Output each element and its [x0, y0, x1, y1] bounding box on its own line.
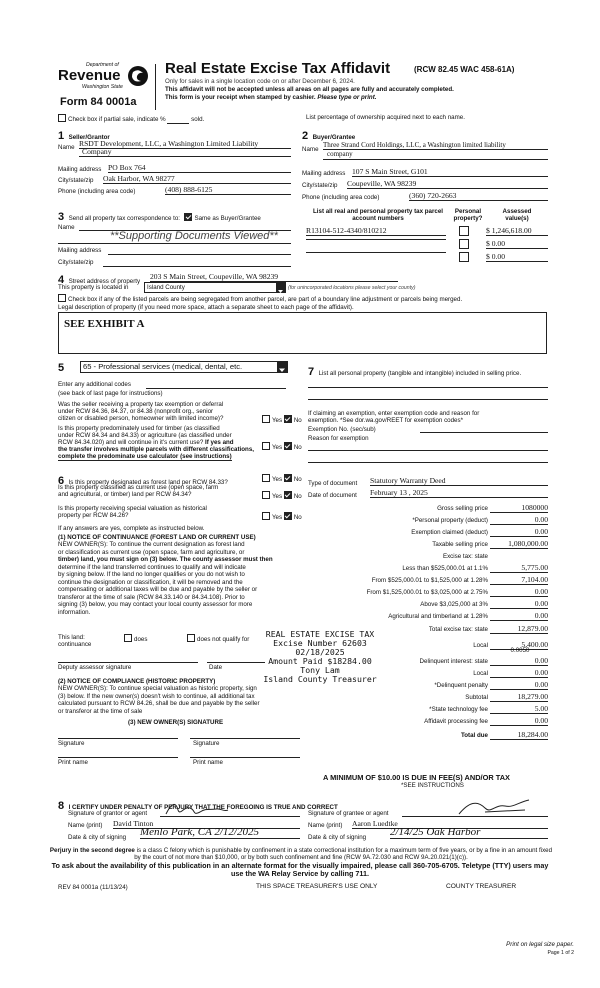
grantor-date-city-label: Date & city of signing [68, 834, 127, 841]
assessed-value-2[interactable]: $ 0.00 [486, 239, 548, 249]
grantee-date-city-label: Date & city of signing [308, 834, 367, 841]
calc-value[interactable]: 18,279.00 [490, 692, 548, 702]
calc-label: Gross selling price [437, 505, 488, 512]
calc-label: *Delinquent penalty [434, 682, 488, 689]
calc-label: Local [473, 670, 488, 677]
parcel-col-header: List all real and personal property tax parcel account numbers [313, 208, 443, 223]
owner-print-name-label-2: Print name [193, 759, 223, 766]
segregation-checkbox[interactable] [58, 294, 66, 302]
segregation-label: Check box if any of the listed parcels are being segregated from another parcel, are part of a boundary line adjustment or parcels being merged. [68, 296, 463, 303]
buyer-phone-label: Phone (including area code) [302, 194, 380, 201]
calc-value[interactable]: 18,284.00 [490, 730, 548, 740]
local-rate: 0.0050 [510, 647, 530, 654]
calc-label: Delinquent interest: state [419, 658, 488, 665]
seller-name-label: Name [58, 144, 75, 151]
no-label: No [293, 417, 302, 424]
no-label: No [293, 444, 302, 451]
grantee-date-city-field[interactable]: 2/14/25 Oak Harbor [390, 826, 548, 839]
subtitle-2: This affidavit will not be accepted unless all areas on all pages are fully and accurately completed. [165, 86, 454, 93]
owner-signature-label-2: Signature [193, 740, 220, 747]
buyer-phone-field[interactable]: (360) 720-2663 [409, 191, 548, 201]
timber-q-1: Is this property predominately used for timber (as classified [58, 425, 220, 432]
supporting-docs-stamp: **Supporting Documents Viewed** [110, 230, 278, 242]
county-select[interactable] [144, 282, 286, 293]
timber-no-checkbox[interactable] [284, 442, 292, 450]
calc-value[interactable]: 5,400.00 [490, 640, 548, 650]
timber-q-4: If yes and [205, 439, 234, 446]
new-owner-signature-title: (3) NEW OWNER(S) SIGNATURE [128, 719, 224, 726]
calc-label: Subtotal [465, 694, 488, 701]
seller-city-field[interactable]: Oak Harbor, WA 98277 [103, 174, 291, 184]
forest-no-checkbox[interactable] [284, 474, 292, 482]
seller-header: 1 Seller/Grantor [58, 130, 110, 142]
stamp-line-1: REAL ESTATE EXCISE TAX [265, 629, 375, 639]
partial-sale-label: Check box if partial sale, indicate % [68, 116, 166, 123]
doc-date-field[interactable]: February 13 , 2025 [370, 488, 548, 498]
timber-q-5: the transfer involves multiple parcels with different classifications, [58, 446, 254, 453]
yes-label: Yes [272, 444, 283, 451]
stamp-line-4: Amount Paid $18284.00 [268, 656, 372, 666]
stamp-line-6: Island County Treasurer [263, 674, 377, 684]
calc-label: Taxable selling price [432, 541, 488, 548]
buyer-name-line2: company [327, 150, 353, 158]
seller-city-label: City/state/zip [58, 177, 94, 184]
calc-value[interactable]: 0.00 [490, 527, 548, 537]
grantee-signature[interactable] [455, 796, 535, 820]
county-treasurer-label: COUNTY TREASURER [446, 883, 517, 890]
buyer-city-field[interactable]: Coupeville, WA 98239 [347, 179, 548, 189]
sec8-header: 8 I CERTIFY UNDER PENALTY OF PERJURY THAT THE FOREGOING IS TRUE AND CORRECT [58, 800, 338, 812]
county-value: Island County [147, 284, 185, 291]
personal-property-checkbox-1[interactable] [459, 226, 469, 236]
sec3-header: 3 Send all property tax correspondence to: Same as Buyer/Grantee [58, 211, 261, 223]
legal-size-note: Print on legal size paper. [506, 941, 574, 948]
no-label: No [293, 514, 302, 521]
subtitle-3a: This form is your receipt when stamped by cashier. [165, 94, 316, 101]
current-use-no-checkbox[interactable] [284, 491, 292, 499]
exemption-no-checkbox[interactable] [284, 415, 292, 423]
grantor-signature[interactable] [162, 800, 232, 818]
accessibility-notice: To ask about the availability of this publication in an alternate format for the visually impaired, please call 360-705-6705. Teletype (TTY) users may use the WA Relay Service by calling 711. [51, 861, 549, 878]
dor-logo [56, 62, 156, 110]
sec4-header: 4 Street address of property [58, 274, 141, 286]
buyer-mailing-label: Mailing address [302, 170, 346, 177]
calc-label: *State technology fee [429, 706, 488, 713]
rcw-reference: (RCW 82.45 WAC 458-61A) [414, 65, 515, 74]
calc-label: *Personal property (deduct) [412, 517, 488, 524]
stamp-line-3: 02/18/2025 [295, 647, 345, 657]
current-use-q-1: Is this property classified as current use (open space, farm [58, 484, 219, 491]
located-label: This property is located in [58, 284, 129, 291]
page-number: Page 1 of 2 [547, 950, 574, 956]
sec7-header: 7 List all personal property (tangible and intangible) included in selling price. [308, 366, 522, 378]
grantor-name-label: Name (print) [68, 822, 103, 829]
calc-value[interactable]: 0.00 [490, 668, 548, 678]
exemption-yes-checkbox[interactable] [262, 415, 270, 423]
calc-label: Exemption claimed (deduct) [411, 529, 488, 536]
parcel-number-2[interactable] [306, 239, 446, 240]
notice-continuance-title: (1) NOTICE OF CONTINUANCE (FOREST LAND OR CURRENT USE) [58, 534, 256, 541]
does-not-label: does not qualify for [197, 636, 250, 643]
grantee-name-field[interactable]: Aaron Luedtke [352, 819, 548, 829]
calc-value[interactable]: 0.00 [490, 515, 548, 525]
timber-q-2: under RCW 84.34 and 84.33) or agriculture (as classified under [58, 432, 232, 439]
does-label: does [134, 636, 148, 643]
sec5-number: 5 [58, 362, 65, 374]
calc-value[interactable]: 0.00 [490, 587, 548, 597]
dept-line3: Washington State [82, 84, 123, 90]
instructions-note: If any answers are yes, complete as instructed below. [58, 525, 205, 532]
historic-q-1: Is this property receiving special valuation as historical [58, 505, 207, 512]
same-as-buyer-checkbox[interactable] [184, 213, 192, 221]
timber-yes-checkbox[interactable] [262, 442, 270, 450]
no-label: No [293, 493, 302, 500]
calc-label: Less than $525,000.01 at 1.1% [402, 565, 488, 572]
treasurer-use-label: THIS SPACE TREASURER'S USE ONLY [256, 883, 378, 890]
form-number: Form 84 0001a [60, 96, 137, 108]
grantor-signature-label: Signature of grantor or agent [68, 810, 148, 817]
assessed-col-header: Assessed value(s) [502, 208, 532, 223]
ownership-note: List percentage of ownership acquired next to each name. [306, 114, 465, 121]
see-back-label: (see back of last page for instructions) [58, 390, 163, 397]
grantor-name-field[interactable]: David Tinton [113, 819, 300, 829]
legal-description-field[interactable] [58, 312, 547, 354]
unincorporated-note: (for unincorporated locations please select your county) [288, 285, 416, 291]
calc-label: Excise tax: state [442, 553, 488, 560]
reason-label: Reason for exemption [308, 435, 369, 442]
historic-q-2: property per RCW 84.26? [58, 512, 129, 519]
notice-compliance-body: NEW OWNER(S): To continue special valuation as historic property, sign (3) below. If the new owner(s) doesn't wish to continue, all additional tax calculated pursuant to RCW 84.26, shall be due and payable by the seller or transferor at the time of sale [58, 685, 260, 715]
subtitle-3b: Please type or print. [317, 94, 377, 101]
yes-label: Yes [272, 493, 283, 500]
calc-value[interactable]: 0.00 [490, 599, 548, 609]
see-instructions-note: *SEE INSTRUCTIONS [401, 782, 464, 789]
personal-col-header: Personal property? [453, 208, 483, 223]
calc-value[interactable]: 5,775.00 [490, 563, 548, 573]
buyer-name-label: Name [302, 146, 319, 153]
current-use-q-2: and agricultural, or timber) land per RCW 84.34? [58, 491, 192, 498]
current-use-yes-checkbox[interactable] [262, 491, 270, 499]
parcel-number-3[interactable] [306, 252, 446, 253]
continuance-label: continuance [58, 641, 92, 648]
page-title: Real Estate Excise Tax Affidavit [165, 60, 391, 77]
notice-compliance-title: (2) NOTICE OF COMPLIANCE (HISTORIC PROPERTY) [58, 678, 216, 685]
does-not-qualify-checkbox[interactable] [187, 634, 195, 642]
deputy-signature-label: Deputy assessor signature [58, 664, 132, 671]
partial-sale-checkbox[interactable] [58, 114, 66, 122]
street-address-field[interactable]: 203 S Main Street, Coupeville, WA 98239 [150, 272, 398, 282]
calc-label: Agricultural and timberland at 1.28% [388, 613, 488, 620]
dept-line2: Revenue [58, 67, 121, 84]
forest-yes-checkbox[interactable] [262, 474, 270, 482]
historic-yes-checkbox[interactable] [262, 512, 270, 520]
calc-label: Above $3,025,000 at 3% [420, 601, 488, 608]
personal-property-checkbox-3[interactable] [459, 252, 469, 262]
doc-date-label: Date of document [308, 492, 357, 499]
calc-label: Affidavit processing fee [424, 718, 488, 725]
stamp-line-2: Excise Number 62603 [273, 638, 367, 648]
doc-type-field[interactable]: Statutory Warranty Deed [370, 476, 548, 486]
buyer-mailing-field[interactable]: 107 S Main Street, G101 [352, 167, 548, 177]
stamp-line-5: Tony Lam [300, 665, 340, 675]
calc-label: From $1,525,000.01 to $3,025,000 at 2.75% [366, 589, 488, 596]
exhibit-text: SEE EXHIBIT A [64, 318, 145, 330]
partial-sold-label: sold. [191, 116, 205, 123]
deputy-date-label: Date [209, 664, 223, 671]
excise-tax-stamp [250, 630, 390, 684]
yes-label: Yes [272, 514, 283, 521]
grantor-date-city-field[interactable]: Menlo Park, CA 2/12/2025 [140, 826, 300, 839]
header-divider [155, 64, 156, 110]
calc-label: Local [473, 642, 488, 649]
seller-mailing-field[interactable]: PO Box 764 [108, 163, 291, 173]
calc-value[interactable]: 0.00 [490, 716, 548, 726]
calc-value[interactable]: 0.00 [490, 680, 548, 690]
buyer-name-field[interactable]: Three Strand Cord Holdings, LLC, a Washington limited liability [323, 141, 548, 150]
yes-label: Yes [272, 417, 283, 424]
seller-phone-label: Phone (including area code) [58, 188, 136, 195]
owner-print-name-label-1: Print name [58, 759, 88, 766]
no-label: No [293, 476, 302, 483]
calc-value[interactable]: 0.00 [490, 611, 548, 621]
sec3-name-label: Name [58, 224, 75, 231]
calc-value[interactable]: 1080000 [490, 503, 548, 513]
perjury-notice: Perjury in the second degree is a class C felony which is punishable by confinement in a state correctional institution for a maximum term of five years, or by a fine in an amount fixed by the court of not more than $10,000, or by both such confinement and fine (RCW 9A.72.030 and RCW 9A.20.021(1)(c)). [49, 847, 553, 861]
chevron-down-icon[interactable] [277, 362, 287, 372]
seller-name-field[interactable]: RSDT Development, LLC, a Washington Limited Liability [79, 139, 291, 149]
grantee-signature-label: Signature of grantee or agent [308, 810, 389, 817]
assessed-value-1[interactable]: $ 1,246,618.00 [486, 226, 548, 236]
seller-phone-field[interactable]: (408) 888-6125 [165, 185, 291, 195]
calc-value[interactable]: 12,879.00 [490, 624, 548, 634]
buyer-header: 2 Buyer/Grantee [302, 130, 356, 142]
sec3-city-label: City/state/zip [58, 259, 94, 266]
additional-codes-label: Enter any additional codes [58, 381, 131, 388]
yes-label: Yes [272, 476, 283, 483]
land-use-select[interactable] [80, 361, 288, 373]
exemption-no-label: Exemption No. (sec/sub) [308, 426, 376, 433]
chevron-down-icon[interactable] [276, 283, 285, 292]
sec6-header: 6 Is this property designated as forest land per RCW 84.33? [58, 475, 228, 487]
parcel-number-1[interactable]: R13104-512-4340/810212 [306, 226, 446, 236]
subtitle-1: Only for sales in a single location code on or after December 6, 2024. [165, 78, 355, 85]
does-qualify-checkbox[interactable] [124, 634, 132, 642]
buyer-city-label: City/state/zip [302, 182, 338, 189]
sec3-mailing-label: Mailing address [58, 247, 102, 254]
grantee-name-label: Name (print) [308, 822, 343, 829]
land-use-value: 65 - Professional services (medical, dental, etc. [83, 362, 243, 371]
exemption-claim-2: exemption. *See dor.wa.gov/REET for exemption codes* [308, 417, 464, 424]
seller-mailing-label: Mailing address [58, 166, 102, 173]
calc-value[interactable]: 5.00 [490, 704, 548, 714]
calc-label: Total due [460, 732, 488, 739]
seller-name-line2: Company [82, 147, 112, 156]
exemption-q-2: under RCW 84.36, 84.37, or 84.38 (nonprofit org., senior [58, 408, 214, 415]
exemption-claim-1: If claiming an exemption, enter exemption code and reason for [308, 410, 480, 417]
revision-label: REV 84 0001a (11/13/24) [58, 884, 128, 891]
exemption-q-3: citizen or disabled person, homeowner with limited income)? [58, 415, 224, 422]
doc-type-label: Type of document [308, 480, 358, 487]
minimum-due-note: A MINIMUM OF $10.00 IS DUE IN FEE(S) AND/OR TAX [323, 773, 510, 782]
exemption-q-1: Was the seller receiving a property tax exemption or deferral [58, 401, 224, 408]
calc-label: Total excise tax: state [428, 626, 488, 633]
owner-signature-label-1: Signature [58, 740, 85, 747]
calc-value[interactable]: 7,104.00 [490, 575, 548, 585]
partial-percent-input[interactable] [167, 116, 189, 124]
this-land-label: This land: [58, 634, 85, 641]
notice-continuance-body: NEW OWNER(S): To continue the current designation as forest land or classification as current use (open space, farm and agriculture, or timber) land, you must sign on (3) below. The county assessor must then determine if the land transferred continues to qualify and will indicate by signing below. If the land no longer qualifies or you do not wish to continue the designation or classification, it will be removed and the compensating or additional taxes will be due and payable by the seller or transferor at the time of sale (RCW 84.33.140 or 84.34.108). Prior to signing (3) below, you may contact your local county assessor for more information. [58, 541, 273, 616]
dept-line1: Department of [86, 62, 119, 68]
dor-emblem-icon [126, 64, 150, 88]
timber-q-3: RCW 84.34.020) and will continue in it's current use? [58, 439, 204, 446]
assessed-value-3[interactable]: $ 0.00 [486, 252, 548, 262]
timber-q-6: complete the predominate use calculator (see instructions) [58, 453, 232, 460]
calc-value[interactable]: 1,080,000.00 [490, 539, 548, 549]
legal-description-label: Legal description of property (if you need more space, attach a separate sheet to each page of the affidavit). [58, 304, 354, 311]
calc-label: From $525,000.01 to $1,525,000 at 1.28% [371, 577, 488, 584]
calc-value[interactable]: 0.00 [490, 656, 548, 666]
personal-property-checkbox-2[interactable] [459, 239, 469, 249]
historic-no-checkbox[interactable] [284, 512, 292, 520]
